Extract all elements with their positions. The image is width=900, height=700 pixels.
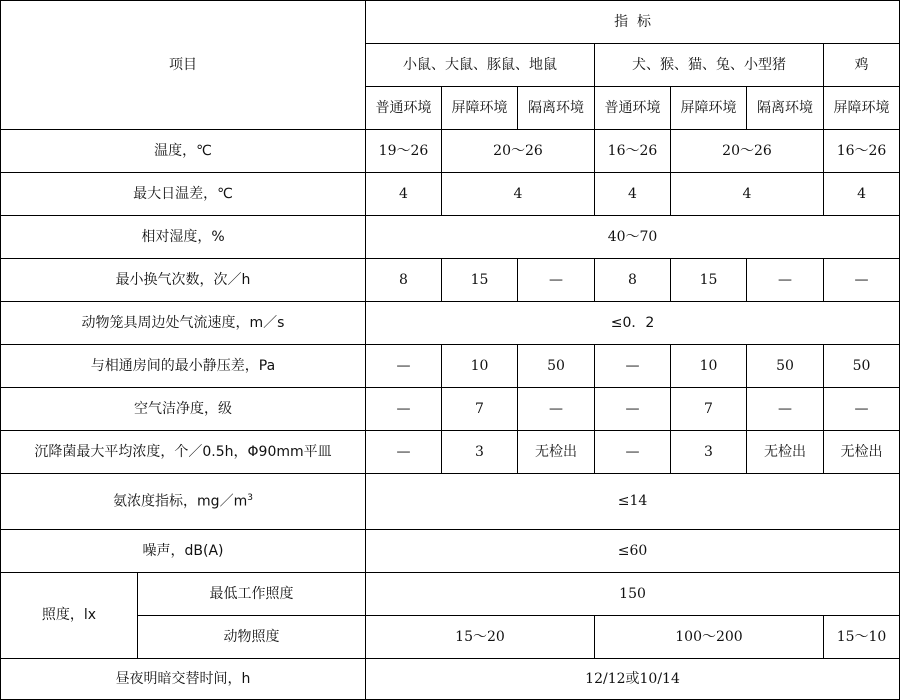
table-row-temperature — [1, 130, 900, 173]
cell-value: 15 — [671, 259, 747, 302]
superscript: 3 — [247, 492, 253, 503]
cell-value: 20～26 — [442, 130, 595, 173]
cell-value: 8 — [366, 259, 442, 302]
cell-value: 4 — [442, 173, 595, 216]
cell-value: — — [366, 345, 442, 388]
row-label — [1, 474, 366, 530]
cell-value: 19～26 — [366, 130, 442, 173]
cell-value: 50 — [747, 345, 824, 388]
cell-value: 4 — [366, 173, 442, 216]
header-item-cell — [1, 1, 366, 130]
cell-value: 8 — [595, 259, 671, 302]
sub-row-label: 动物照度 — [138, 616, 366, 659]
row-label: 温度，℃ — [1, 130, 366, 173]
sub-row-label: 最低工作照度 — [138, 573, 366, 616]
row-label: 动物笼具周边处气流速度，m／s — [1, 302, 366, 345]
row-label: 空气洁净度，级 — [1, 388, 366, 431]
header-env: 普通环境 — [595, 87, 671, 130]
cell-value: 7 — [442, 388, 518, 431]
cell-value: 10 — [442, 345, 518, 388]
table-row-humidity — [1, 216, 900, 259]
cell-value: 15～10 — [824, 616, 900, 659]
cell-value: 10 — [671, 345, 747, 388]
table-row-noise — [1, 530, 900, 573]
table-row-light-cycle — [1, 659, 900, 700]
cell-value: — — [824, 259, 900, 302]
cell-value: 3 — [671, 431, 747, 474]
row-label: 最大日温差，℃ — [1, 173, 366, 216]
header-group-rodents: 小鼠、大鼠、豚鼠、地鼠 — [366, 44, 595, 87]
cell-value: — — [518, 259, 595, 302]
header-env: 屏障环境 — [442, 87, 518, 130]
cell-value: 7 — [671, 388, 747, 431]
header-item-label: 项目 — [169, 56, 197, 73]
cell-value: — — [518, 388, 595, 431]
cell-value: 100～200 — [595, 616, 824, 659]
cell-value: — — [824, 388, 900, 431]
cell-value: — — [595, 388, 671, 431]
row-label: 照度，lx — [1, 573, 138, 659]
row-label: 与相通房间的最小静压差，Pa — [1, 345, 366, 388]
table-row-cleanliness — [1, 388, 900, 431]
cell-value: 无检出 — [824, 431, 900, 474]
cell-value: — — [595, 431, 671, 474]
header-env: 屏障环境 — [671, 87, 747, 130]
cell-value: 无检出 — [518, 431, 595, 474]
cell-value: — — [595, 345, 671, 388]
cell-value: 12/12或10/14 — [366, 659, 900, 700]
cell-value: ≤0．2 — [366, 302, 900, 345]
table-row-max-daily-diff — [1, 173, 900, 216]
cell-value: 16～26 — [595, 130, 671, 173]
cell-value: 3 — [442, 431, 518, 474]
cell-value: 40～70 — [366, 216, 900, 259]
row-label: 噪声，dB(A) — [1, 530, 366, 573]
cell-value: 50 — [824, 345, 900, 388]
table-row-ammonia — [1, 474, 900, 530]
cell-value: 15 — [442, 259, 518, 302]
header-env: 隔离环境 — [518, 87, 595, 130]
row-label: 沉降菌最大平均浓度，个／0.5h，Φ90mm平皿 — [1, 431, 366, 474]
table-row-illuminance-work — [1, 573, 900, 616]
cell-value: 4 — [824, 173, 900, 216]
header-indicator-cell — [366, 1, 900, 44]
header-group-mammals: 犬、猴、猫、兔、小型猪 — [595, 44, 824, 87]
row-label: 最小换气次数，次／h — [1, 259, 366, 302]
cell-value: 15～20 — [366, 616, 595, 659]
cell-value: 4 — [671, 173, 824, 216]
cell-value: 无检出 — [747, 431, 824, 474]
table-row-air-speed — [1, 302, 900, 345]
cell-value: — — [366, 431, 442, 474]
cell-value: 150 — [366, 573, 900, 616]
cell-value: — — [747, 388, 824, 431]
cell-value: — — [366, 388, 442, 431]
table-row-air-change — [1, 259, 900, 302]
header-env: 隔离环境 — [747, 87, 824, 130]
cell-value: 16～26 — [824, 130, 900, 173]
row-label: 昼夜明暗交替时间，h — [1, 659, 366, 700]
header-indicator-label: 指 标 — [614, 13, 651, 30]
header-env: 屏障环境 — [824, 87, 900, 130]
header-env: 普通环境 — [366, 87, 442, 130]
cell-value: — — [747, 259, 824, 302]
table-row-bacteria — [1, 431, 900, 474]
cell-value: 20～26 — [671, 130, 824, 173]
row-label: 相对湿度，% — [1, 216, 366, 259]
cell-value: 50 — [518, 345, 595, 388]
header-group-chicken: 鸡 — [824, 44, 900, 87]
table-row-pressure — [1, 345, 900, 388]
row-label-text: 氨浓度指标，mg／m — [113, 493, 248, 510]
cell-value: 4 — [595, 173, 671, 216]
cell-value: ≤60 — [366, 530, 900, 573]
cell-value: ≤14 — [366, 474, 900, 530]
